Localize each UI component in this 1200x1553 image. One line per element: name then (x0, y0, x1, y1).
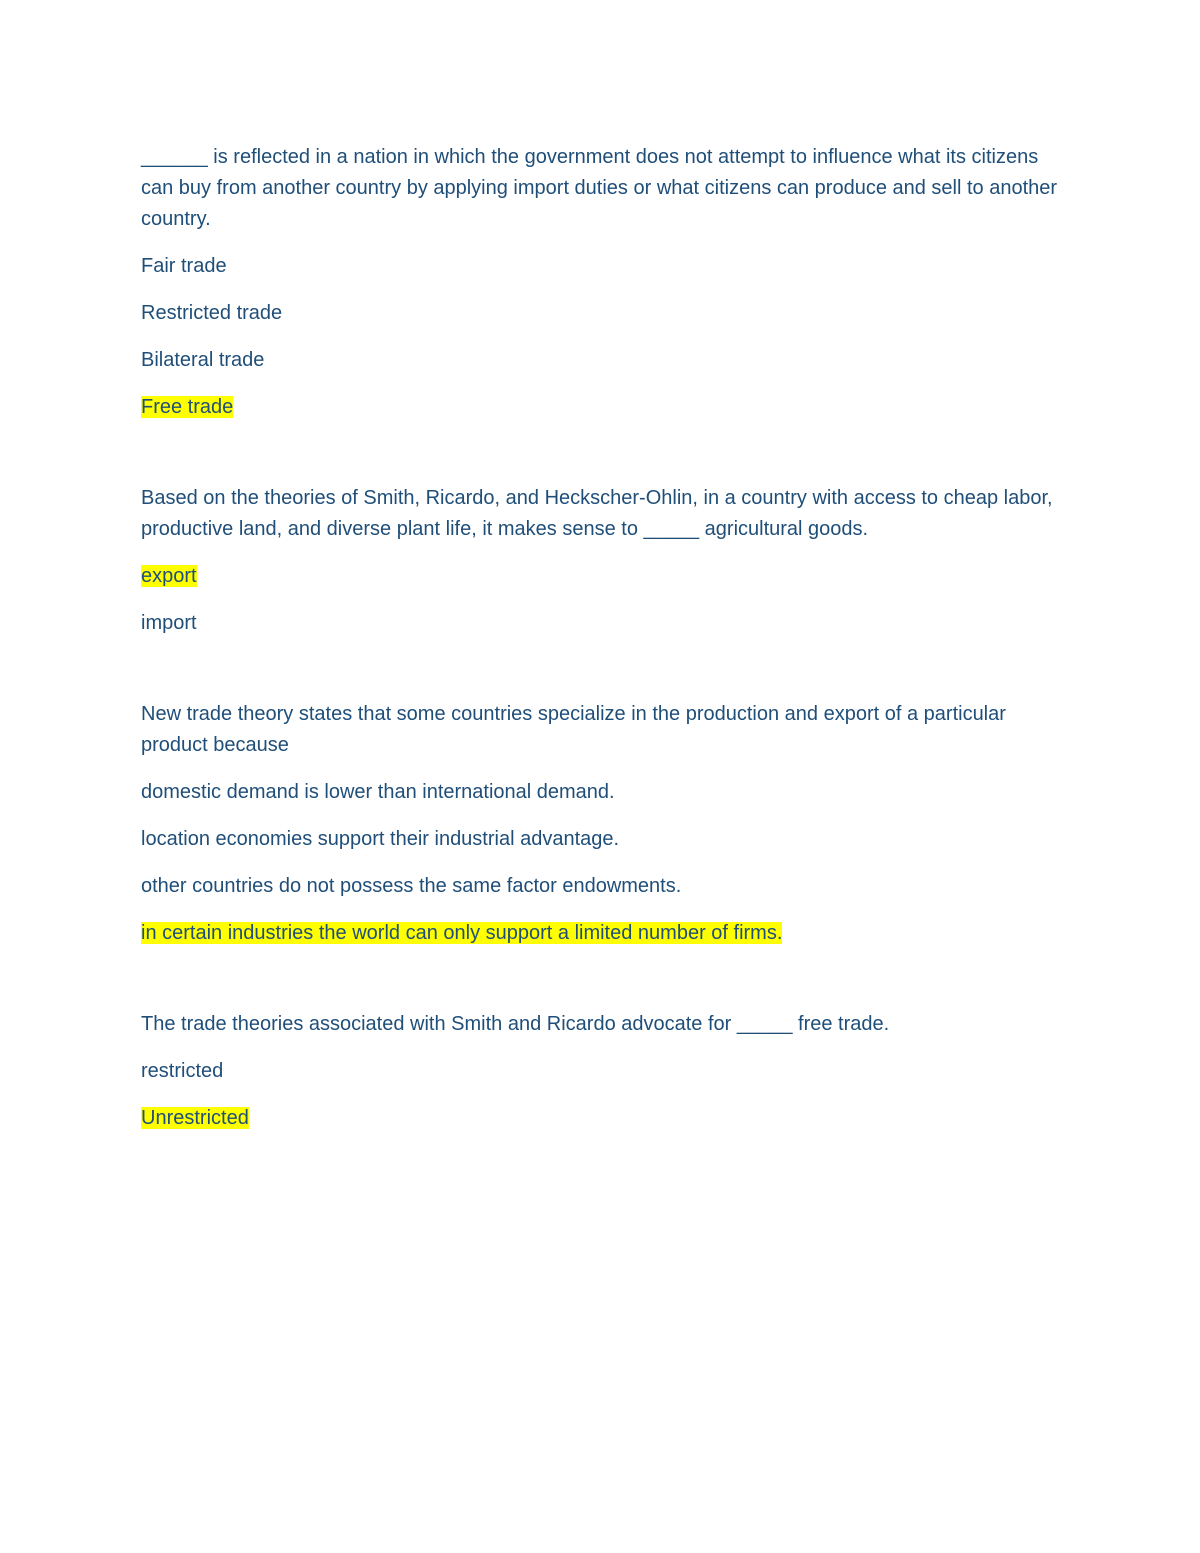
answer-option: other countries do not possess the same factor endowments. (141, 875, 682, 897)
answer-option-highlighted: in certain industries the world can only support a limited number of firms. (141, 922, 783, 944)
question-text: New trade theory states that some countries specialize in the production and export of a particular product because (141, 703, 1006, 756)
answer-option-highlighted: Unrestricted (141, 1107, 249, 1129)
spacer (141, 965, 1061, 1009)
answer-option: import (141, 612, 197, 634)
answer-option-highlighted: Free trade (141, 396, 234, 418)
question-block-3 (141, 699, 1061, 949)
answer-option: domestic demand is lower than international demand. (141, 781, 615, 803)
spacer (141, 655, 1061, 699)
answer-option: Bilateral trade (141, 349, 265, 371)
answer-option-highlighted: export (141, 565, 197, 587)
question-block-1 (141, 142, 1061, 423)
question-text: ______ is reflected in a nation in which the government does not attempt to influence what its citizens can buy from another country by applying import duties or what citizens can produce and sell to another country. (141, 146, 1058, 230)
spacer (141, 439, 1061, 483)
answer-option: Restricted trade (141, 302, 283, 324)
answer-option: restricted (141, 1060, 224, 1082)
question-block-2 (141, 483, 1061, 639)
question-text: The trade theories associated with Smith and Ricardo advocate for _____ free trade. (141, 1013, 890, 1035)
question-text: Based on the theories of Smith, Ricardo, and Heckscher-Ohlin, in a country with access to cheap labor, productive land, and diverse plant life, it makes sense to _____ agricultural goods. (141, 487, 1053, 540)
document-body (141, 142, 1061, 1150)
answer-option: location economies support their industrial advantage. (141, 828, 620, 850)
question-block-4 (141, 1009, 1061, 1134)
answer-option: Fair trade (141, 255, 227, 277)
